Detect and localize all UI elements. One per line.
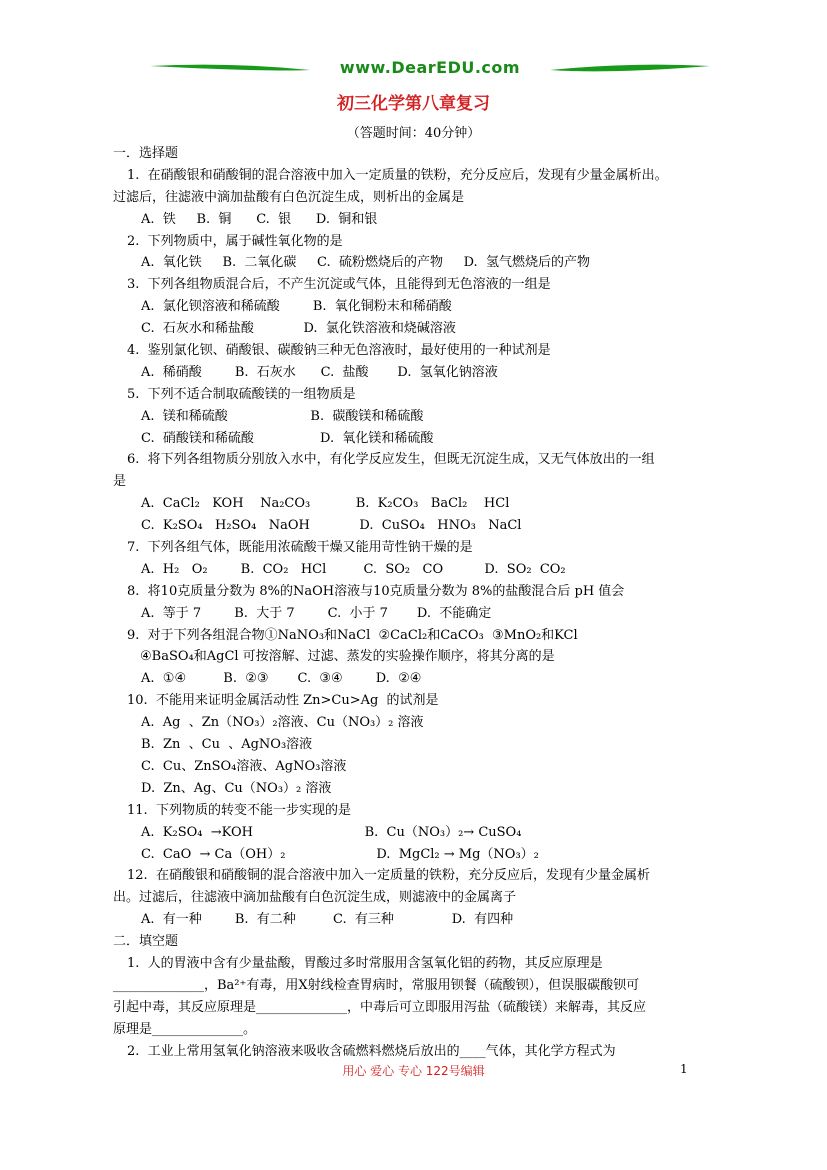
options-line: C. 石灰水和稀盐酸 D. 氯化铁溶液和烧碱溶液 [141, 321, 456, 337]
page-header [150, 58, 710, 82]
question-line: ④BaSO₄和AgCl 可按溶解、过滤、蒸发的实验操作顺序，将其分离的是 [140, 649, 555, 665]
options-line: C. CaO → Ca（OH）₂ D. MgCl₂ → Mg（NO₃）₂ [141, 846, 539, 862]
options-line: C. 硝酸镁和稀硫酸 D. 氧化镁和稀硫酸 [141, 430, 434, 446]
section-heading: 一．选择题 [113, 146, 179, 161]
options-line: A. 铁 B. 铜 C. 银 D. 铜和银 [141, 211, 378, 227]
question-line: 12. 在硝酸银和硝酸铜的混合溶液中加入一定质量的铁粉，充分反应后，发现有少量金属析 [127, 868, 650, 884]
question-line: ______________，Ba²⁺有毒，用X射线检查胃病时，常服用钡餐（硫酸钡），但误服碳酸钡可 [113, 977, 640, 993]
question-line: 4. 鉴别氯化钡、硝酸银、碳酸钠三种无色溶液时，最好使用的一种试剂是 [127, 343, 551, 359]
options-line: A. 有一种 B. 有二种 C. 有三种 D. 有四种 [141, 912, 514, 928]
question-line: 是 [113, 474, 127, 490]
site-url: www.DearEDU.com [339, 58, 521, 77]
options-line: C. Cu、ZnSO₄溶液、AgNO₃溶液 [141, 758, 347, 774]
question-line: 1. 人的胃液中含有少量盐酸，胃酸过多时常服用含氢氧化铝的药物，其反应原理是 [127, 955, 603, 971]
page-number: 1 [680, 1062, 688, 1076]
options-line: A. K₂SO₄ →KOH B. Cu（NO₃）₂→ CuSO₄ [141, 824, 522, 840]
question-line: 7. 下列各组气体，既能用浓硫酸干燥又能用苛性钠干燥的是 [127, 540, 473, 556]
section-heading: 二．填空题 [113, 934, 179, 950]
question-line: 3. 下列各组物质混合后，不产生沉淀或气体，且能得到无色溶液的一组是 [127, 277, 551, 293]
options-line: A. 等于 7 B. 大于 7 C. 小于 7 D. 不能确定 [141, 605, 492, 621]
question-line: 过滤后，往滤液中滴加盐酸有白色沉淀生成，则析出的金属是 [113, 189, 465, 205]
question-line: 5. 下列不适合制取硫酸镁的一组物质是 [127, 386, 356, 402]
question-line: 9. 对于下列各组混合物①NaNO₃和NaCl ②CaCl₂和CaCO₃ ③MnO₂和KCl [127, 627, 578, 643]
options-line: B. Zn 、Cu 、AgNO₃溶液 [141, 737, 313, 753]
options-line: A. H₂ O₂ B. CO₂ HCl C. SO₂ CO D. SO₂ CO₂ [141, 561, 566, 577]
options-line: A. Ag 、Zn（NO₃）₂溶液、Cu（NO₃）₂ 溶液 [141, 715, 424, 731]
options-line: A. ①④ B. ②③ C. ③④ D. ②④ [141, 671, 422, 687]
options-line: A. 稀硝酸 B. 石灰水 C. 盐酸 D. 氢氧化钠溶液 [141, 364, 498, 380]
question-line: 10. 不能用来证明金属活动性 Zn>Cu>Ag 的试剂是 [127, 693, 439, 709]
question-line: 1. 在硝酸银和硝酸铜的混合溶液中加入一定质量的铁粉，充分反应后，发现有少量金属析出。 [127, 167, 668, 183]
options-line: A. 氧化铁 B. 二氧化碳 C. 硫粉燃烧后的产物 D. 氢气燃烧后的产物 [141, 255, 590, 271]
question-line: 引起中毒，其反应原理是______________，中毒后可立即服用泻盐（硫酸镁）来解毒，其反应 [113, 999, 647, 1015]
footer-slogan: 用心 爱心 专心 122号编辑 [342, 1064, 485, 1078]
question-line: 原理是______________。 [113, 1021, 257, 1037]
question-line: 2. 工业上常用氢氧化钠溶液来吸收含硫燃料燃烧后放出的____气体，其化学方程式为 [127, 1043, 616, 1059]
question-line: 8. 将10克质量分数为 8%的NaOH溶液与10克质量分数为 8%的盐酸混合后 pH 值会 [127, 583, 625, 599]
document-body [113, 143, 721, 1062]
options-line: A. CaCl₂ KOH Na₂CO₃ B. K₂CO₃ BaCl₂ HCl [141, 496, 510, 512]
options-line: A. 氯化钡溶液和稀硫酸 B. 氧化铜粉末和稀硝酸 [141, 299, 452, 315]
question-line: 2. 下列物质中，属于碱性氧化物的是 [127, 233, 343, 249]
page-title: 初三化学第八章复习 [337, 94, 490, 114]
question-line: 出。过滤后，往滤液中滴加盐酸有白色沉淀生成，则滤液中的金属离子 [113, 890, 517, 906]
page-footer [0, 1062, 827, 1082]
options-line: A. 镁和稀硫酸 B. 碳酸镁和稀硫酸 [141, 408, 424, 424]
time-note: （答题时间：40分钟） [346, 126, 481, 141]
options-line: C. K₂SO₄ H₂SO₄ NaOH D. CuSO₄ HNO₃ NaCl [141, 518, 522, 534]
question-line: 11. 下列物质的转变不能一步实现的是 [127, 802, 351, 818]
question-line: 6. 将下列各组物质分别放入水中，有化学反应发生，但既无沉淀生成，又无气体放出的一组 [127, 452, 655, 468]
options-line: D. Zn、Ag、Cu（NO₃）₂ 溶液 [141, 780, 332, 796]
